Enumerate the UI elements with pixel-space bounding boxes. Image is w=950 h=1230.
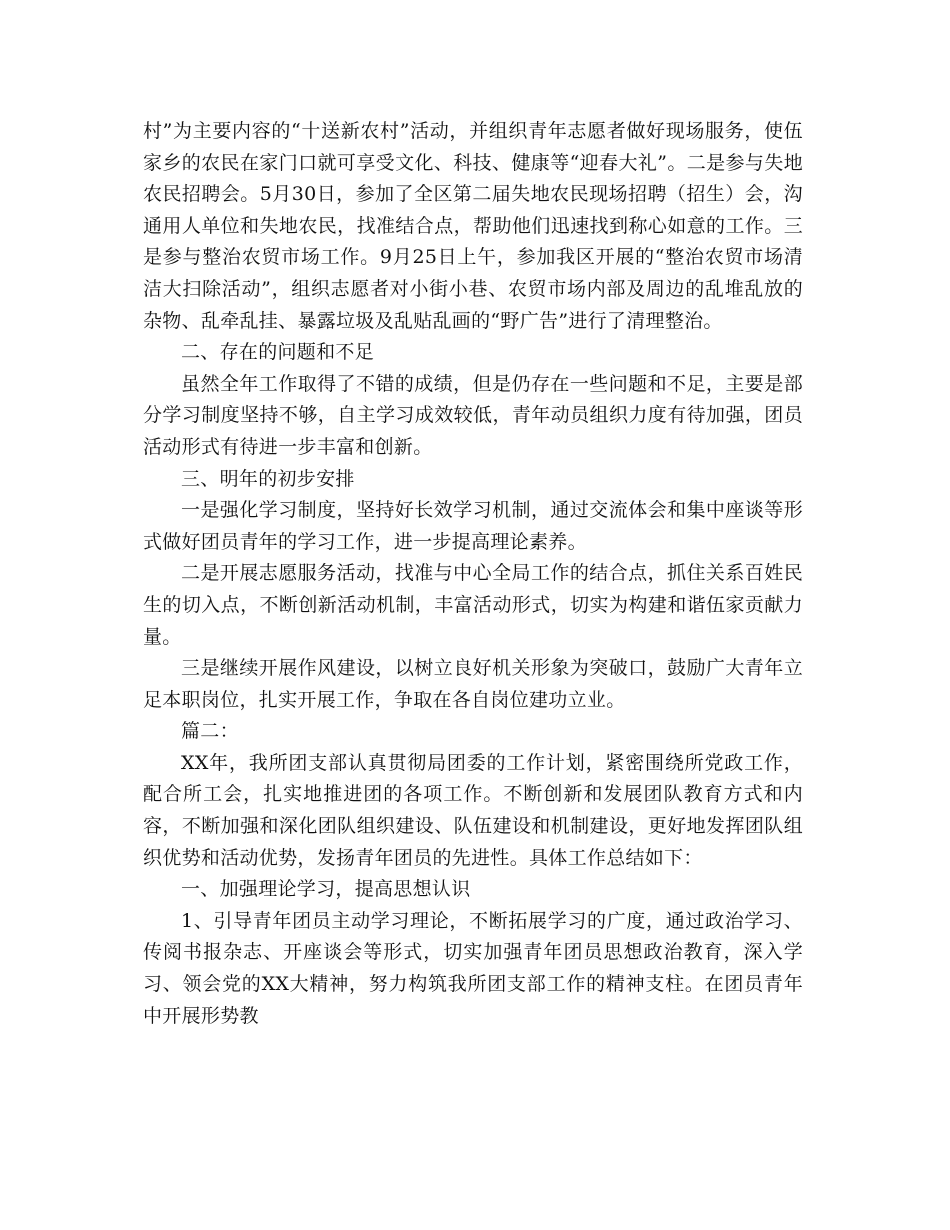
heading-part-two: 篇二： bbox=[181, 720, 239, 743]
paragraph-theory-study-1: 1、引导青年团员主动学习理论，不断拓展学习的广度，通过政治学习、传阅书报杂志、开座谈会等形式，切实加强青年团员思想政治教育，深入学习、领会党的XX大精神，努力构筑我所团支部工作的精神支柱。在团员青年中开展形势教 bbox=[143, 909, 803, 1027]
paragraph-part-two-intro: XX年，我所团支部认真贯彻局团委的工作计划，紧密围绕所党政工作，配合所工会，扎实地推进团的各项工作。不断创新和发展团队教育方式和内容，不断加强和深化团队组织建设、队伍建设和机制建设，更好地发挥团队组织优势和活动优势，发扬青年团员的先进性。具体工作总结如下： bbox=[143, 751, 803, 869]
paragraph-problems: 虽然全年工作取得了不错的成绩，但是仍存在一些问题和不足，主要是部分学习制度坚持不够，自主学习成效较低，青年动员组织力度有待加强，团员活动形式有待进一步丰富和创新。 bbox=[143, 372, 803, 458]
paragraph-plan-study: 一是强化学习制度，坚持好长效学习机制，通过交流体会和集中座谈等形式做好团员青年的学习工作，进一步提高理论素养。 bbox=[143, 499, 803, 553]
heading-next-year-plan: 三、明年的初步安排 bbox=[181, 467, 355, 490]
paragraph-plan-volunteer: 二是开展志愿服务活动，找准与中心全局工作的结合点，抓住关系百姓民生的切入点，不断创新活动机制，丰富活动形式，切实为构建和谐伍家贡献力量。 bbox=[143, 562, 803, 648]
heading-theory-study: 一、加强理论学习，提高思想认识 bbox=[181, 878, 471, 901]
paragraph-plan-work-style: 三是继续开展作风建设，以树立良好机关形象为突破口，鼓励广大青年立足本职岗位，扎实开展工作，争取在各自岗位建功立业。 bbox=[143, 657, 803, 711]
document-body bbox=[143, 116, 803, 1032]
paragraph-activities-continued: 村”为主要内容的“十送新农村”活动，并组织青年志愿者做好现场服务，使伍家乡的农民在家门口就可享受文化、科技、健康等“迎春大礼”。二是参与失地农民招聘会。5月30日，参加了全区第二届失地农民现场招聘（招生）会，沟通用人单位和失地农民，找准结合点，帮助他们迅速找到称心如意的工作。三是参与整治农贸市场工作。9月25日上午，参加我区开展的“整治农贸市场清洁大扫除活动”，组织志愿者对小街小巷、农贸市场内部及周边的乱堆乱放的杂物、乱牵乱挂、暴露垃圾及乱贴乱画的“野广告”进行了清理整治。 bbox=[143, 120, 803, 332]
heading-problems: 二、存在的问题和不足 bbox=[181, 341, 375, 364]
